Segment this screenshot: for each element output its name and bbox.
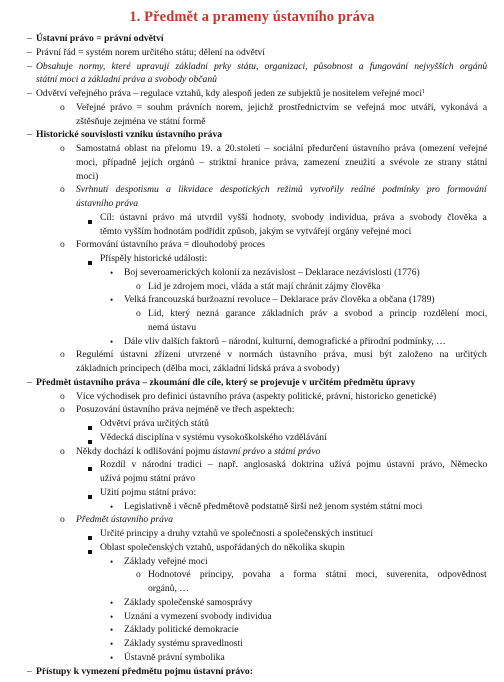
circle-bullet-icon: o	[60, 143, 65, 154]
text-line: Rozdíl v národní tradici – např. anglosaská doktrina užívá pojmu ústavní právo, Německo	[100, 459, 488, 471]
text-line: moci, případně jejích orgánů – striktní hranice práva, zamezení zneužití a svévole ze strany státní	[76, 156, 488, 168]
text-line: Určité principy a druhy vztahů ve společnosti a společenských institucí	[100, 528, 374, 539]
circle-bullet-icon: o	[60, 349, 65, 361]
square-bullet	[88, 257, 92, 269]
text-line: ústavního práva	[76, 198, 139, 209]
circle-bullet-icon: o	[136, 569, 141, 581]
text-line: orgánů, …	[148, 583, 189, 594]
text-line: Vědecká disciplína v systému vysokoškolského vzdělávání	[100, 431, 327, 443]
circle-bullet-icon: o	[60, 101, 65, 113]
text-line: Právní řád = systém norem určitého státu; dělení na odvětví	[36, 46, 265, 58]
text-line: Samostatná oblast na přelomu 19. a 20.století – sociální předurčení ústavního práva (omezení veřejné	[76, 143, 488, 154]
dot-bullet-icon: •	[110, 597, 114, 608]
text-line: Cíl: ústavní právo má utvrdil vyšší hodnoty, svobody individua, práva a svobody člověka a	[100, 211, 487, 223]
square-bullet-icon	[88, 536, 92, 540]
circle-bullet-icon: o	[60, 514, 65, 526]
text-line: Základy politické demokracie	[124, 624, 239, 636]
square-bullet-icon	[88, 467, 92, 471]
dot-bullet-icon: •	[110, 336, 114, 347]
dot-bullet-icon: •	[110, 501, 114, 512]
text-line: Historické souvislosti vzniku ústavního práva	[36, 129, 223, 141]
circle-bullet-icon: o	[136, 280, 141, 292]
text-line: Užití pojmu státní právo:	[100, 486, 197, 498]
dot-bullet-icon: •	[110, 267, 114, 278]
text-line: státní moci a základní práva a svobody občanů	[36, 74, 217, 86]
dot-bullet-icon: •	[110, 556, 114, 567]
square-bullet	[88, 491, 92, 503]
text-line: Lid, který nezná garance základních práv a svobod a princip rozdělení moci,	[148, 308, 488, 319]
text-line: Legislativně i věcně předmětově podstatně širší než jenom systém státní moci	[124, 500, 423, 512]
circle-bullet-icon: o	[60, 239, 65, 251]
text-line: Posuzování ústavního práva nejméně ve třech aspektech:	[76, 404, 295, 416]
text-line: Předmět ústavního práva	[76, 514, 173, 526]
circle-bullet-icon: o	[136, 308, 141, 319]
footnote-mark: 1	[422, 89, 426, 95]
text-line: Odvětví veřejného práva – regulace vztahů, kdy alespoň jeden ze subjektů je nositelem veřejné moci$^1$	[36, 88, 426, 99]
dot-bullet-icon: •	[110, 611, 114, 622]
text-line: těmto vyšším hodnotám podřídit způsob, jakým se vytvářejí orgány veřejné moci	[100, 225, 412, 237]
text-line: Lid je zdrojem moci, vláda a stát mají chránit zájmy člověka	[148, 280, 381, 292]
text-line: Základy systému spravedlnosti	[124, 638, 243, 649]
square-bullet-icon	[88, 495, 92, 499]
dash-bullet-icon: –	[27, 46, 32, 58]
text-line: Regulémí ústavní zřízení utvrzené v normách ústavního práva, musí být založeno na určitých	[76, 349, 487, 361]
text-line: Uznání a vymezení svobody individua	[124, 610, 272, 622]
dash-bullet-icon: –	[27, 376, 32, 388]
circle-bullet-icon: o	[60, 184, 65, 196]
dash-bullet-icon: –	[27, 60, 32, 72]
text-line: Někdy dochází k odlišování pojmu ústavní právo a státní právo	[76, 445, 321, 457]
dash-bullet-icon: –	[27, 129, 32, 141]
square-bullet	[88, 546, 92, 558]
text-line: Předmět ústavního práva – zkoumání dle cíle, který se projevuje v určitém předmětu úpravy	[36, 376, 416, 388]
page-title: 1. Předmět a prameny ústavního práva	[129, 9, 375, 25]
text-line: Odvětví práva určitých států	[100, 418, 209, 429]
square-bullet-icon	[88, 440, 92, 444]
text-line: moci)	[76, 170, 99, 182]
text-line: Ústavní právo = právní odvětví	[36, 33, 164, 44]
text-line: nemá ústavu	[148, 321, 197, 333]
text-line: Oblast společenských vztahů, uspořádaných do několika skupin	[100, 541, 345, 553]
dash-bullet-icon: –	[27, 665, 32, 677]
text-line: Svrhnutí despotismu a likvidace despotických režimů vytvořily reálné podmínky pro formování	[76, 184, 487, 196]
circle-bullet-icon: o	[60, 445, 65, 457]
dot-bullet-icon: •	[110, 625, 114, 636]
dot-bullet-icon: •	[110, 295, 114, 306]
square-bullet-icon	[88, 426, 92, 430]
text-line: Příspěly historické události:	[100, 253, 208, 264]
text-line: užívá pojmu státní právo	[100, 473, 196, 484]
square-bullet-icon	[88, 550, 92, 554]
text-line: Veřejné právo = souhm právních norem, jejichž prostřednictvím se veřejná moc utváří, vykonává a	[76, 101, 488, 113]
square-bullet	[88, 422, 92, 434]
dash-bullet-icon: –	[27, 33, 32, 44]
square-bullet-icon	[88, 220, 92, 224]
square-bullet	[88, 463, 92, 475]
circle-bullet-icon: o	[60, 390, 65, 402]
text-line: Dále vliv dalších faktorů – národní, kulturní, demografické a přírodní podmínky, …	[124, 335, 446, 347]
text-line: Velká francouzská buržoazní revoluce – Deklarace práv člověka a občana (1789)	[124, 294, 435, 306]
dot-bullet-icon: •	[110, 652, 114, 663]
text-line: Základy společenské samosprávy	[124, 596, 253, 608]
dash-bullet-icon: –	[27, 88, 32, 99]
text-line: Hodnotové principy, povaha a forma státní moci, suverenita, odpovědnost	[148, 569, 487, 581]
square-bullet	[88, 216, 92, 228]
text-line: Základy veřejné moci	[124, 555, 208, 567]
square-bullet	[88, 532, 92, 544]
text-line: základních principech (dělba moci, základní lidská práva a svobody)	[76, 363, 340, 374]
circle-bullet-icon: o	[60, 404, 65, 416]
text-line: Obsahuje normy, které upravují základní prky státu, organizaci, působnost a fungování nejvyšších orgánů	[36, 60, 488, 72]
text-line: Ústavně právní symbolika	[124, 651, 225, 663]
text-line: zštěsňuje zejména ve státní formě	[76, 115, 206, 127]
text-line: Více východisek pro definici ústavního práva (aspekty politické, právní, historicko genetické)	[76, 390, 437, 402]
text-line: Boj severoamerických kolonií za nezávislost – Deklarace nezávislosti (1776)	[124, 266, 420, 278]
dot-bullet-icon: •	[110, 639, 114, 649]
text-line: Přístupy k vymezení předmětu pojmu ústavní právo:	[36, 665, 253, 677]
square-bullet-icon	[88, 261, 92, 265]
text-line: Formování ústavního práva = dlouhodobý proces	[76, 239, 265, 251]
